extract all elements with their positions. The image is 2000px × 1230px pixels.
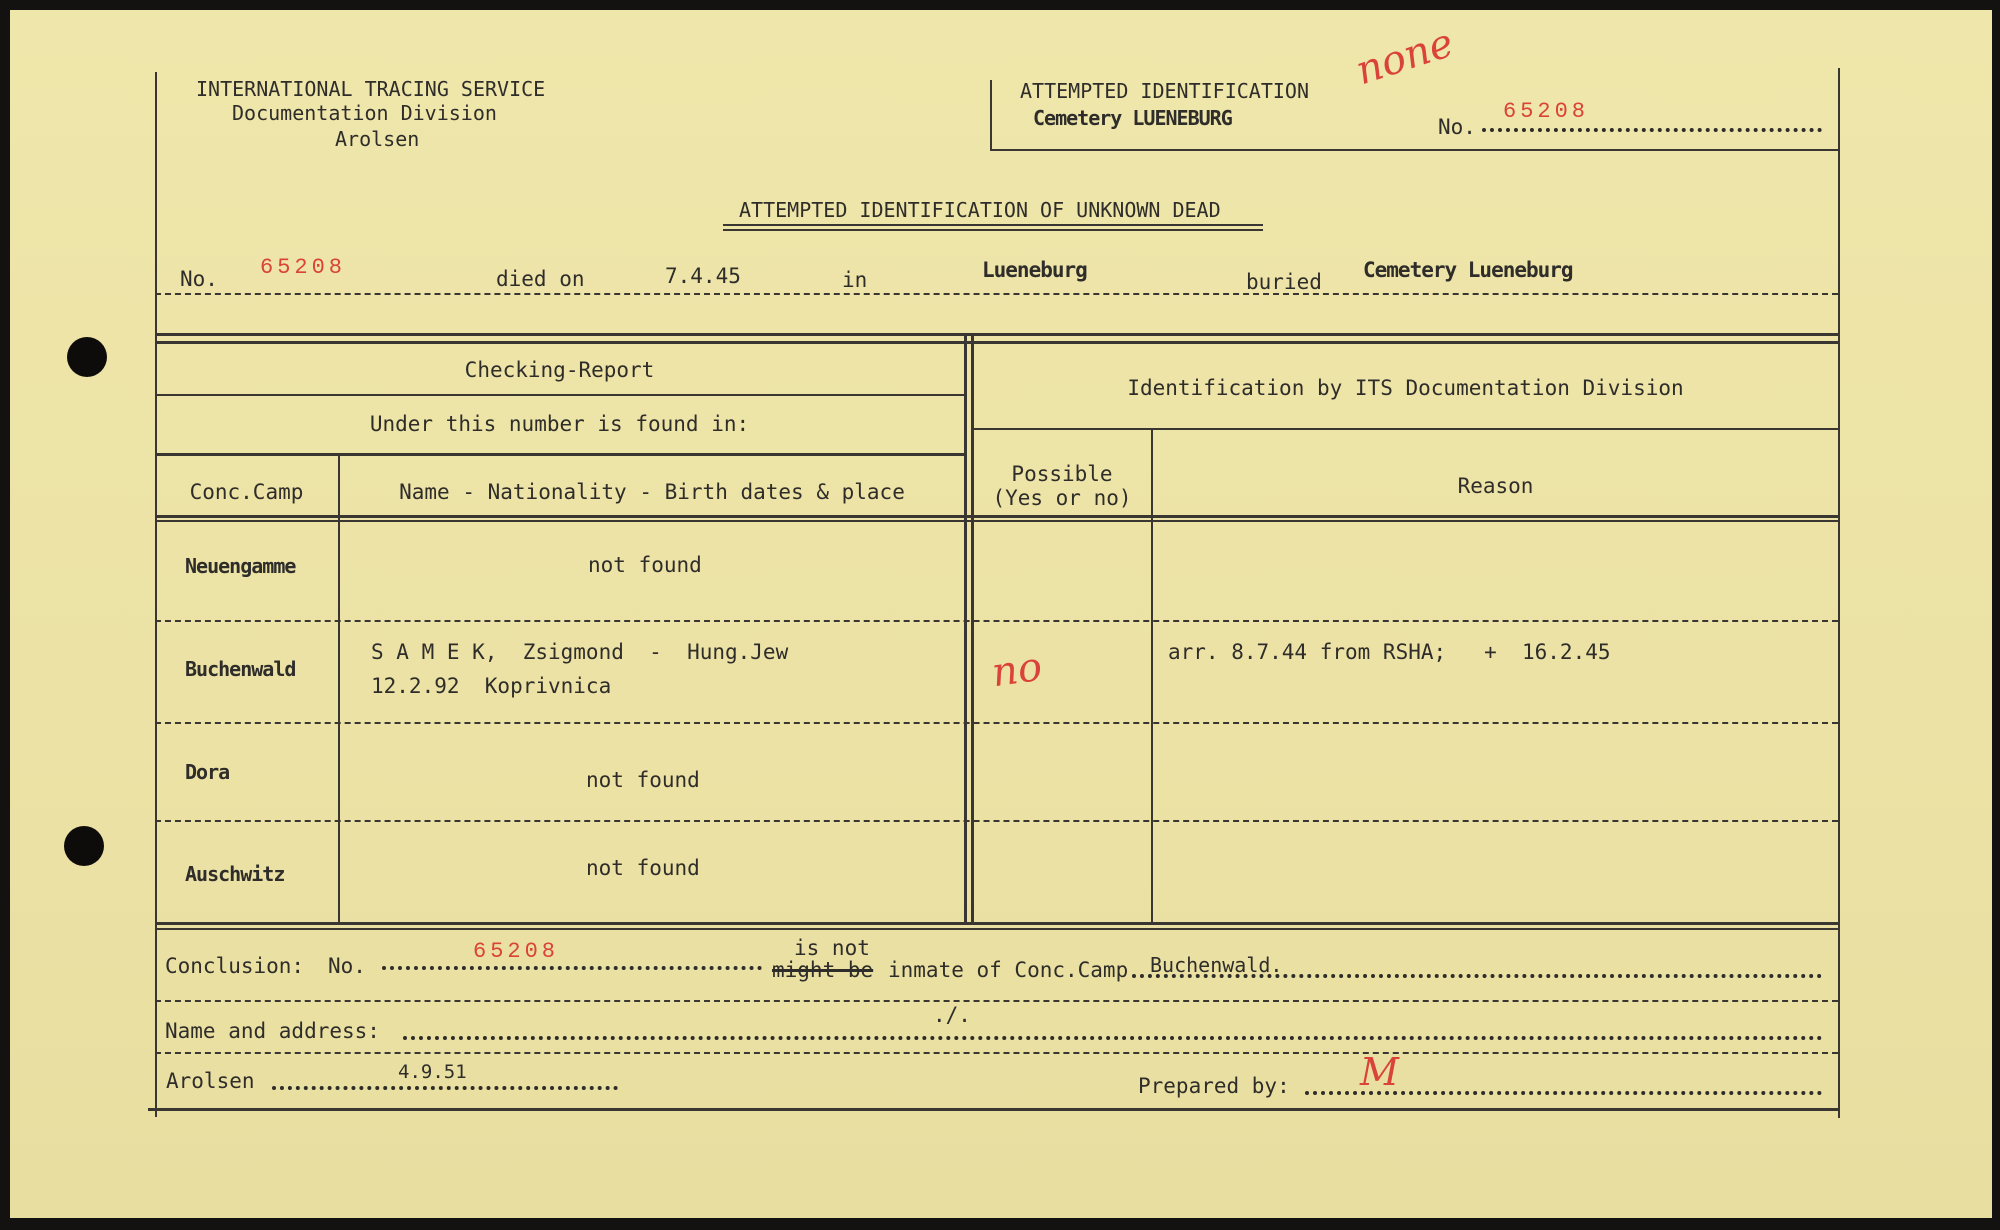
record-no-value: 65208	[260, 255, 347, 280]
conclusion-camp: Buchenwald.	[1150, 953, 1283, 977]
died-label: died on	[496, 267, 585, 291]
record-no-label: No.	[180, 267, 218, 291]
header-no-value: 65208	[1503, 99, 1590, 124]
conclusion-is-not: is not	[794, 936, 870, 960]
prepared-by-initial: M	[1360, 1050, 1399, 1094]
prepared-by-label: Prepared by:	[1138, 1074, 1290, 1098]
punch-hole-bottom	[64, 826, 104, 866]
conclusion-might-be: might be	[772, 958, 874, 982]
result-buchenwald-birth: 12.2.92 Koprivnica	[371, 674, 612, 698]
org-location: Arolsen	[335, 127, 420, 151]
conclusion-label: Conclusion:	[165, 954, 305, 978]
result-neuengamme: not found	[588, 553, 702, 577]
buried-label: buried	[1246, 270, 1322, 294]
died-date: 7.4.45	[665, 264, 741, 288]
conclusion-inmate-text: inmate of Conc.Camp	[888, 958, 1129, 982]
result-auschwitz: not found	[586, 856, 700, 880]
result-dora: not found	[586, 768, 700, 792]
possible-buchenwald: no	[989, 643, 1045, 697]
in-label: in	[842, 268, 868, 292]
identification-title: Identification by ITS Documentation Division	[1127, 376, 1684, 400]
camp-neuengamme: Neuengamme	[185, 554, 296, 578]
death-place: Lueneburg	[982, 258, 1087, 282]
column-header-reason: Reason	[1457, 474, 1534, 498]
org-name: INTERNATIONAL TRACING SERVICE	[196, 77, 546, 101]
checking-report-title: Checking-Report	[464, 358, 655, 382]
header-no-label: No.	[1438, 115, 1476, 139]
arolsen-label: Arolsen	[166, 1069, 255, 1093]
camp-buchenwald: Buchenwald	[185, 657, 296, 681]
column-header-name: Name - Nationality - Birth dates & place	[399, 480, 905, 504]
conclusion-no-value: 65208	[473, 939, 560, 964]
org-division: Documentation Division	[232, 101, 497, 125]
column-header-possible: Possible	[1011, 462, 1113, 486]
camp-dora: Dora	[185, 760, 230, 784]
name-address-value: ./.	[933, 1003, 971, 1027]
burial-place: Cemetery Lueneburg	[1363, 258, 1573, 282]
reason-buchenwald: arr. 8.7.44 from RSHA; + 16.2.45	[1168, 640, 1611, 664]
checking-report-subtitle: Under this number is found in:	[369, 412, 750, 436]
box-subtitle: Cemetery LUENEBURG	[1033, 106, 1232, 130]
result-buchenwald-name: S A M E K, Zsigmond - Hung.Jew	[371, 640, 789, 664]
box-title: ATTEMPTED IDENTIFICATION	[1020, 79, 1309, 103]
conclusion-no-label: No.	[328, 954, 366, 978]
handwritten-note: none	[1350, 19, 1459, 95]
form-title: ATTEMPTED IDENTIFICATION OF UNKNOWN DEAD	[739, 198, 1221, 222]
punch-hole-top	[67, 337, 107, 377]
prepared-date: 4.9.51	[398, 1061, 467, 1083]
document-card	[10, 10, 1992, 1218]
camp-auschwitz: Auschwitz	[185, 862, 285, 886]
column-header-possible-hint: (Yes or no)	[992, 486, 1132, 510]
name-address-label: Name and address:	[165, 1019, 380, 1043]
column-header-camp: Conc.Camp	[189, 480, 304, 504]
